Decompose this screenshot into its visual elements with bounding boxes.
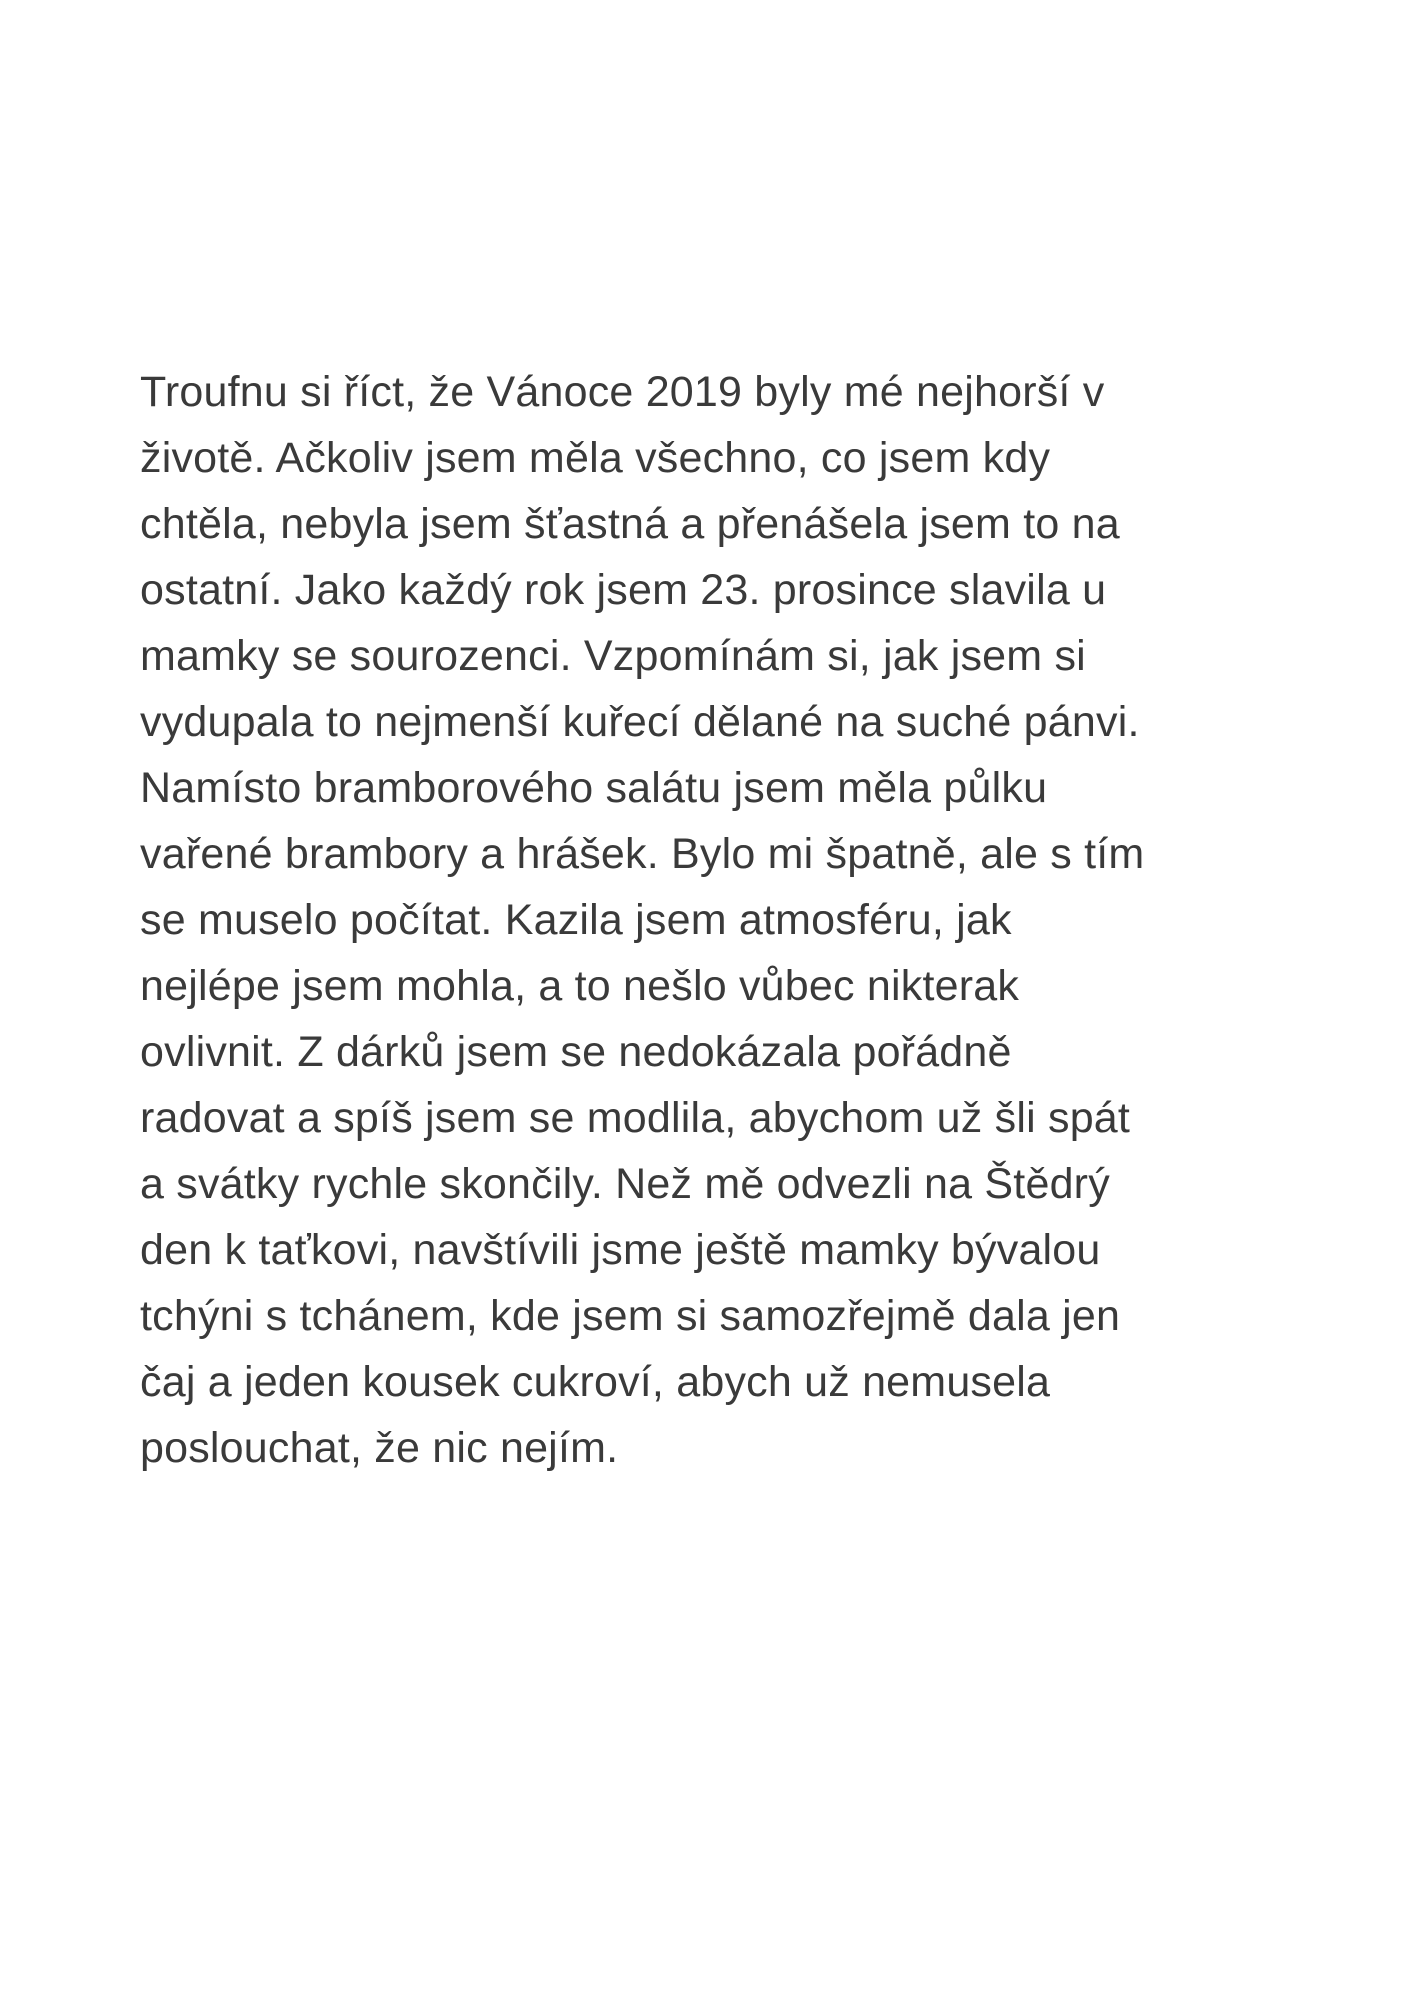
text-line: ostatní. Jako každý rok jsem 23. prosince slavila u bbox=[140, 566, 1107, 614]
text-line: Namísto bramborového salátu jsem měla půlku bbox=[140, 764, 1048, 812]
text-line: se muselo počítat. Kazila jsem atmosféru, jak bbox=[140, 896, 1012, 944]
text-line: a svátky rychle skončily. Než mě odvezli na Štědrý bbox=[140, 1160, 1110, 1208]
text-line: poslouchat, že nic nejím. bbox=[140, 1424, 619, 1472]
article-text bbox=[140, 359, 1285, 1481]
text-line: radovat a spíš jsem se modlila, abychom už šli spát bbox=[140, 1094, 1131, 1142]
text-line: ovlivnit. Z dárků jsem se nedokázala pořádně bbox=[140, 1028, 1012, 1076]
text-line: Troufnu si říct, že Vánoce 2019 byly mé nejhorší v bbox=[140, 368, 1105, 416]
text-line: nejlépe jsem mohla, a to nešlo vůbec nikterak bbox=[140, 962, 1020, 1010]
text-line: čaj a jeden kousek cukroví, abych už nemusela bbox=[140, 1358, 1051, 1406]
text-line: životě. Ačkoliv jsem měla všechno, co jsem kdy bbox=[140, 434, 1051, 482]
text-line: mamky se sourozenci. Vzpomínám si, jak jsem si bbox=[140, 632, 1086, 680]
text-line: den k taťkovi, navštívili jsme ještě mamky bývalou bbox=[140, 1226, 1101, 1274]
text-line: vařené brambory a hrášek. Bylo mi špatně, ale s tím bbox=[140, 830, 1145, 878]
text-line: tchýni s tchánem, kde jsem si samozřejmě dala jen bbox=[140, 1292, 1121, 1340]
text-line: chtěla, nebyla jsem šťastná a přenášela jsem to na bbox=[140, 500, 1120, 548]
text-line: vydupala to nejmenší kuřecí dělané na suché pánvi. bbox=[140, 698, 1140, 746]
